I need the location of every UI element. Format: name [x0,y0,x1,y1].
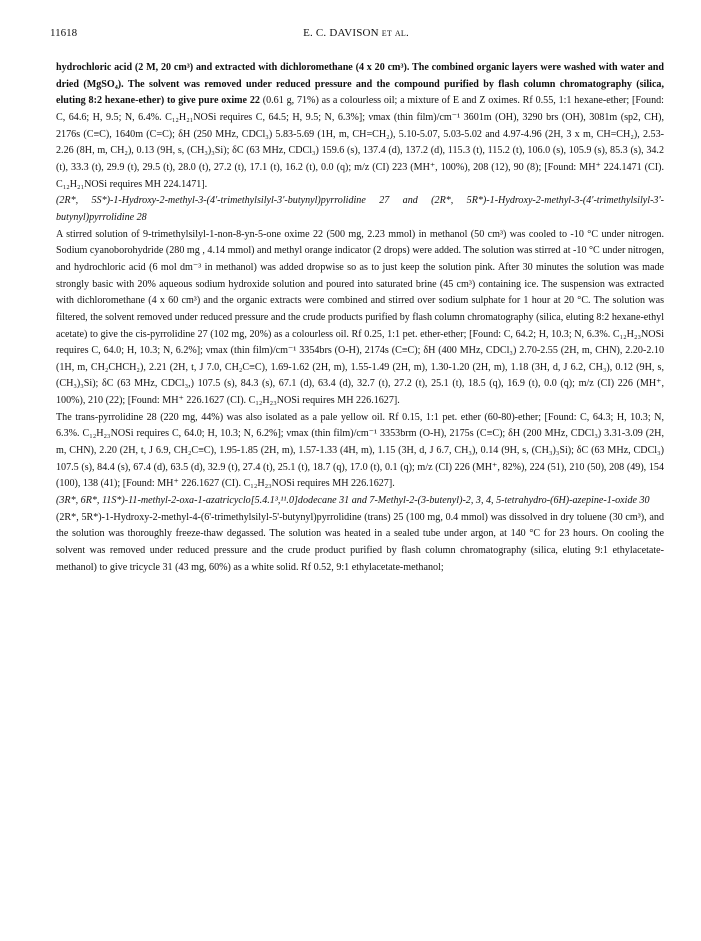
paragraph-text: (0.61 g, 71%) as a colourless oil; a mixture of E and Z oximes. Rf 0.55, 1:1 hexane-ether; [Found: C, 64.6; H, 9.5; N, 6.4%. C₁₂H₂₁NOSi requires C, 64.5; H, 9.5; N, 6.3%]; νmax (thin film)/cm⁻¹ 3601m (OH), 3290 brs (OH), 3081m (sp2, CH), 2176s (C≡C), 1640m (C=C); δH (250 MHz, CDCl₃) 5.83-5.69 (1H, m, CH=CH₂), 5.10-5.07, 5.03-5.02 and 4.97-4.96 (2H, 3 x m, CH=CH₂), 2.53-2.26 (8H, m, CH₂), 0.13 (9H, s, (CH₃)₃Si); δC (63 MHz, CDCl₃) 159.6 (s), 137.4 (d), 137.2 (d), 115.3 (t), 115.2 (t), 106.0 (s), 105.9 (s), 85.3 (s), 34.2 (t), 33.3 (t), 29.9 (t), 29.5 (t), 28.0 (t), 27.2 (t), 17.1 (t), 16.2 (t), 0.0 (q); m/z (CI) 223 (MH⁺, 100%), 208 (12), 90 (8); [Found: MH⁺ 224.1471 (CI). C₁₂H₂₁NOSi requires MH 224.1471]. [56,95,664,190]
paragraph-tricycle: (2R*, 5R*)-1-Hydroxy-2-methyl-4-(6'-trimethylsilyl-5'-butynyl)pyrrolidine (trans) 25 (100 mg, 0.4 mmol) was dissolved in dry toluene (30 cm³), and the solution was thoroughly freeze-thaw degassed. The solution was heated in a sealed tube under argon, at 140 °C for 23 hours. On cooling the solvent was removed under reduced pressure and the crude product purified by flash column chromatography (silica, eluting 9:1 ethylacetate-methanol) to give tricycle 31 (43 mg, 60%) as a white solid. Rf 0.52, 9:1 ethylacetate-methanol; [56,511,664,573]
paragraph-oxime-22 [56,60,664,193]
section-heading-pyrrolidines: (2R*, 5S*)-1-Hydroxy-2-methyl-3-(4'-trimethylsilyl-3'-butynyl)pyrrolidine 27 and (2R*, 5R*)-1-Hydroxy-2-methyl-3-(4'-trimethylsilyl-3'-butynyl)pyrrolidine 28 [56,195,664,223]
section-heading-tricycle: (3R*, 6R*, 11S*)-11-methyl-2-oxa-1-azatricyclo[5.4.1³,¹¹.0]dodecane 31 and 7-Methyl-2-(3-butenyl)-2, 3, 4, 5-tetrahydro-(6H)-azepine-1-oxide 30 [56,495,650,507]
page-number: 11618 [50,27,78,39]
paragraph-cis-pyrrolidine: A stirred solution of 9-trimethylsilyl-1-non-8-yn-5-one oxime 22 (500 mg, 2.23 mmol) in methanol (50 cm³) was cooled to -10 °C under nitrogen. Sodium cyanoborohydride (280 mg , 4.14 mmol) and methyl orange indicator (2 drops) were added. The solution was stirred at -10 °C under nitrogen, and hydrochloric acid (6 mol dm⁻³ in methanol) was added dropwise so as to just keep the solution pink. After 30 minutes the solution was made strongly basic with 20% aqueous sodium hydroxide solution and poured into saturated brine (45 cm³) containing ice. The suspension was extracted with dichloromethane (4 x 60 cm³) and the organic extracts were combined and stirred over sodium sulphate for 1 hour at 20 °C. The solution was filtered, the solvent removed under reduced pressure and the crude products purified by flash column chromatography (silica, eluting 8:2 hexane-ethyl acetate) to give the cis-pyrrolidine 27 (102 mg, 20%) as a colourless oil. Rf 0.25, 1:1 pet. ether-ether; [Found: C, 64.2; H, 10.3; N, 6.3%. C₁₂H₂₃NOSi requires C, 64.0; H, 10.3; N, 6.2%]; νmax (thin film)/cm⁻¹ 3354brs (O-H), 2174s (C≡C); δH (400 MHz, CDCl₃) 2.70-2.55 (2H, m, CHN), 2.20-2.10 (1H, m, CH₂CHCH₂), 2.21 (2H, t, J 7.0, CH₂C≡C), 1.69-1.62 (2H, m), 1.55-1.49 (2H, m), 1.30-1.20 (2H, m), 1.18 (3H, d, J 6.2, CH₃), 0.12 (9H, s, (CH₃)₃Si); δC (63 MHz, CDCl₃,) 107.5 (s), 84.3 (s), 67.1 (d), 63.4 (d), 32.7 (t), 27.2 (t), 25.1 (t), 18.5 (q), 16.9 (t), 0.0 (q); m/z (CI) 226 (MH⁺, 100%), 210 (22); [Found: MH⁺ 226.1627 (CI). C₁₂H₂₃NOSi requires MH 226.1627]. [56,228,664,407]
bold-lead-text: hydrochloric acid (2 M, 20 cm³) and extracted with dichloromethane (4 x 20 cm³). The combined organic layers were washed with water and dried (MgSO₄). The solvent was removed under reduced pressure and the compound purified by flash column chromatography (silica, eluting 8:2 hexane-ether) to give pure oxime 22 [56,62,664,107]
paragraph-trans-pyrrolidine: The trans-pyrrolidine 28 (220 mg, 44%) was also isolated as a pale yellow oil. Rf 0.15, 1:1 pet. ether (60-80)-ether; [Found: C, 64.3; H, 10.3; N, 6.3%. C₁₂H₂₃NOSi requires C, 64.0; H, 10.3; N, 6.2%]; νmax (thin film)/cm⁻¹ 3353brm (O-H), 2175s (C≡C); δH (200 MHz, CDCl₃) 3.31-3.09 (2H, m, CHN), 2.20 (2H, t, J 6.9, CH₂C≡C), 1.95-1.85 (2H, m), 1.57-1.33 (4H, m), 1.15 (3H, d, J 6.7, CH₃), 0.14 (9H, s, (CH₃)₃Si); δC (63 MHz, CDCl₃) 107.5 (s), 84.4 (s), 67.4 (d), 63.5 (d), 32.9 (t), 27.4 (t), 25.1 (t), 18.7 (q), 17.0 (t), 0.1 (q); m/z (CI) 226 (MH⁺, 82%), 224 (51), 210 (50), 208 (49), 154 (100), 138 (41); [Found: MH⁺ 226.1627 (CI). C₁₂H₂₃NOSi requires MH 226.1627]. [56,411,664,490]
page-header [50,27,662,43]
running-head: E. C. DAVISON et al. [303,27,409,39]
article-body [56,60,664,576]
